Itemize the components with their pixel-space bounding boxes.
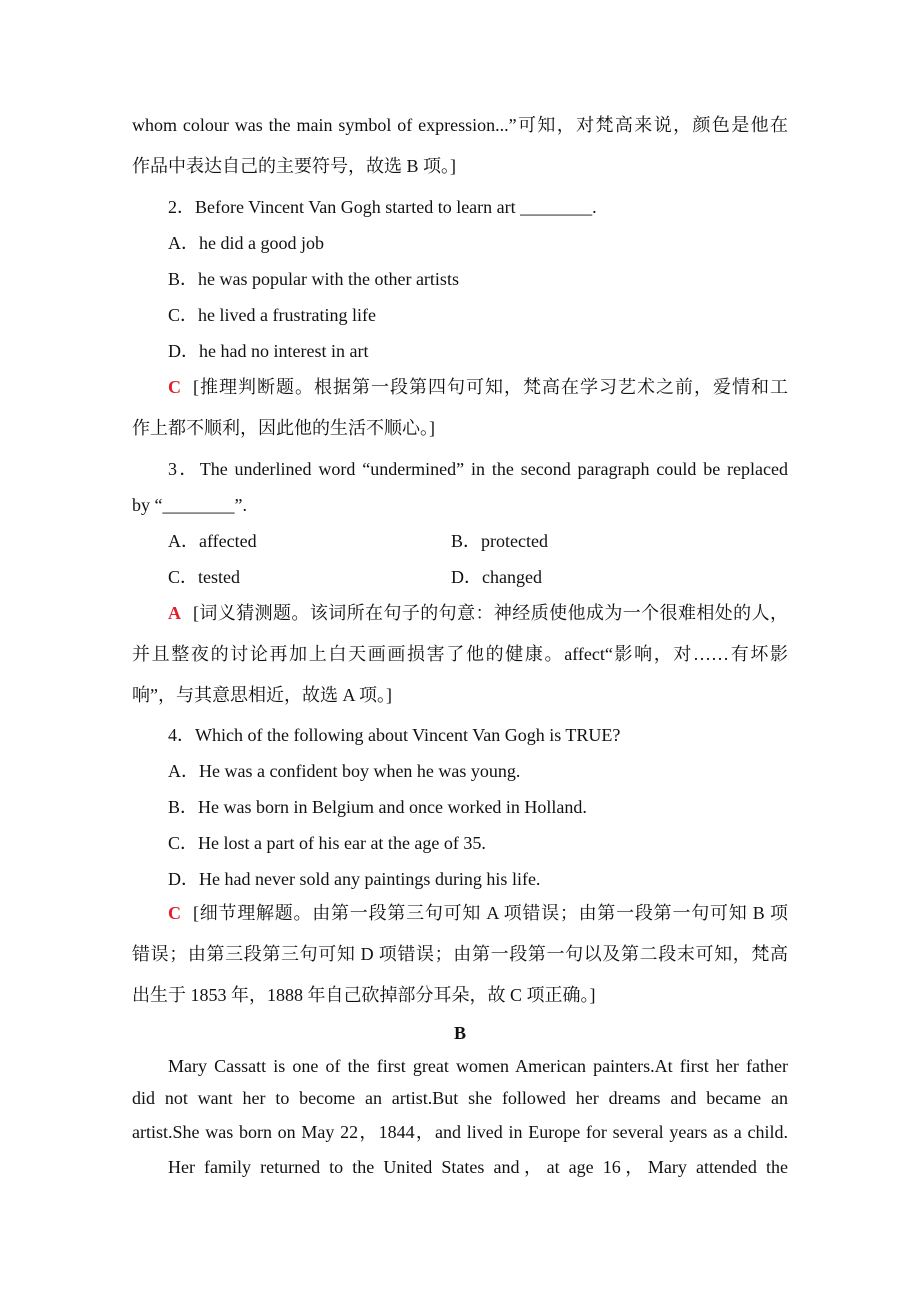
q2-option-d: D．he had no interest in art bbox=[168, 341, 369, 361]
q4-explanation-line-1 bbox=[168, 902, 788, 924]
q4-option-c: C．He lost a part of his ear at the age of 35. bbox=[168, 833, 486, 853]
passage-b-para2-line-1: Her family returned to the United States and，at age 16，Mary attended the bbox=[168, 1157, 788, 1177]
q4-option-b: B．He was born in Belgium and once worked in Holland. bbox=[168, 797, 587, 817]
q3-option-c: C．tested bbox=[168, 567, 240, 587]
prev-explanation-line-2: 作品中表达自己的主要符号，故选 B 项。] bbox=[132, 156, 456, 176]
q2-option-b: B．he was popular with the other artists bbox=[168, 269, 459, 289]
q3-explanation-line-2: 并且整夜的讨论再加上白天画画损害了他的健康。affect“影响，对……有坏影 bbox=[132, 644, 788, 664]
q2-explanation-line-2: 作上都不顺利，因此他的生活不顺心。] bbox=[132, 418, 435, 438]
q2-explanation-line-1 bbox=[168, 376, 788, 398]
q2-option-a: A．he did a good job bbox=[168, 233, 324, 253]
q3-stem-line-2: by “________”. bbox=[132, 495, 247, 515]
q4-option-d: D．He had never sold any paintings during his life. bbox=[168, 869, 541, 889]
q4-explanation-line-2: 错误；由第三段第三句可知 D 项错误；由第一段第一句以及第二段末可知，梵高 bbox=[132, 944, 788, 964]
prev-explanation-line-1: whom colour was the main symbol of expression...”可知，对梵高来说，颜色是他在 bbox=[132, 115, 788, 135]
q4-answer-letter: C bbox=[168, 903, 181, 923]
q4-explanation-text: [细节理解题。由第一段第三句可知 A 项错误；由第一段第一句可知 B 项 bbox=[193, 903, 788, 923]
q3-explanation-line-3: 响”，与其意思相近，故选 A 项。] bbox=[132, 685, 392, 705]
q3-option-d: D．changed bbox=[451, 567, 542, 587]
q2-option-c: C．he lived a frustrating life bbox=[168, 305, 376, 325]
q4-explanation-line-3: 出生于 1853 年，1888 年自己砍掉部分耳朵，故 C 项正确。] bbox=[132, 985, 596, 1005]
q4-stem: 4．Which of the following about Vincent Van Gogh is TRUE? bbox=[168, 725, 621, 745]
section-b-heading: B bbox=[453, 1023, 466, 1043]
q3-stem-line-1: 3．The underlined word “undermined” in the second paragraph could be replaced bbox=[168, 459, 788, 479]
q2-answer-letter: C bbox=[168, 377, 181, 397]
passage-b-para1-line-2: did not want her to become an artist.But she followed her dreams and became an bbox=[132, 1088, 788, 1108]
q3-explanation-line-1 bbox=[168, 602, 788, 624]
q4-option-a: A．He was a confident boy when he was young. bbox=[168, 761, 521, 781]
q3-answer-letter: A bbox=[168, 603, 181, 623]
passage-b-para1-line-3: artist.She was born on May 22，1844，and lived in Europe for several years as a child. bbox=[132, 1122, 788, 1142]
passage-b-para1-line-1: Mary Cassatt is one of the first great women American painters.At first her father bbox=[168, 1056, 788, 1076]
q3-explanation-text: [词义猜测题。该词所在句子的句意：神经质使他成为一个很难相处的人， bbox=[193, 603, 788, 623]
q3-option-a: A．affected bbox=[168, 531, 257, 551]
q2-explanation-text: [推理判断题。根据第一段第四句可知，梵高在学习艺术之前，爱情和工 bbox=[193, 377, 788, 397]
q2-stem: 2．Before Vincent Van Gogh started to learn art ________. bbox=[168, 197, 597, 217]
q3-option-b: B．protected bbox=[451, 531, 548, 551]
